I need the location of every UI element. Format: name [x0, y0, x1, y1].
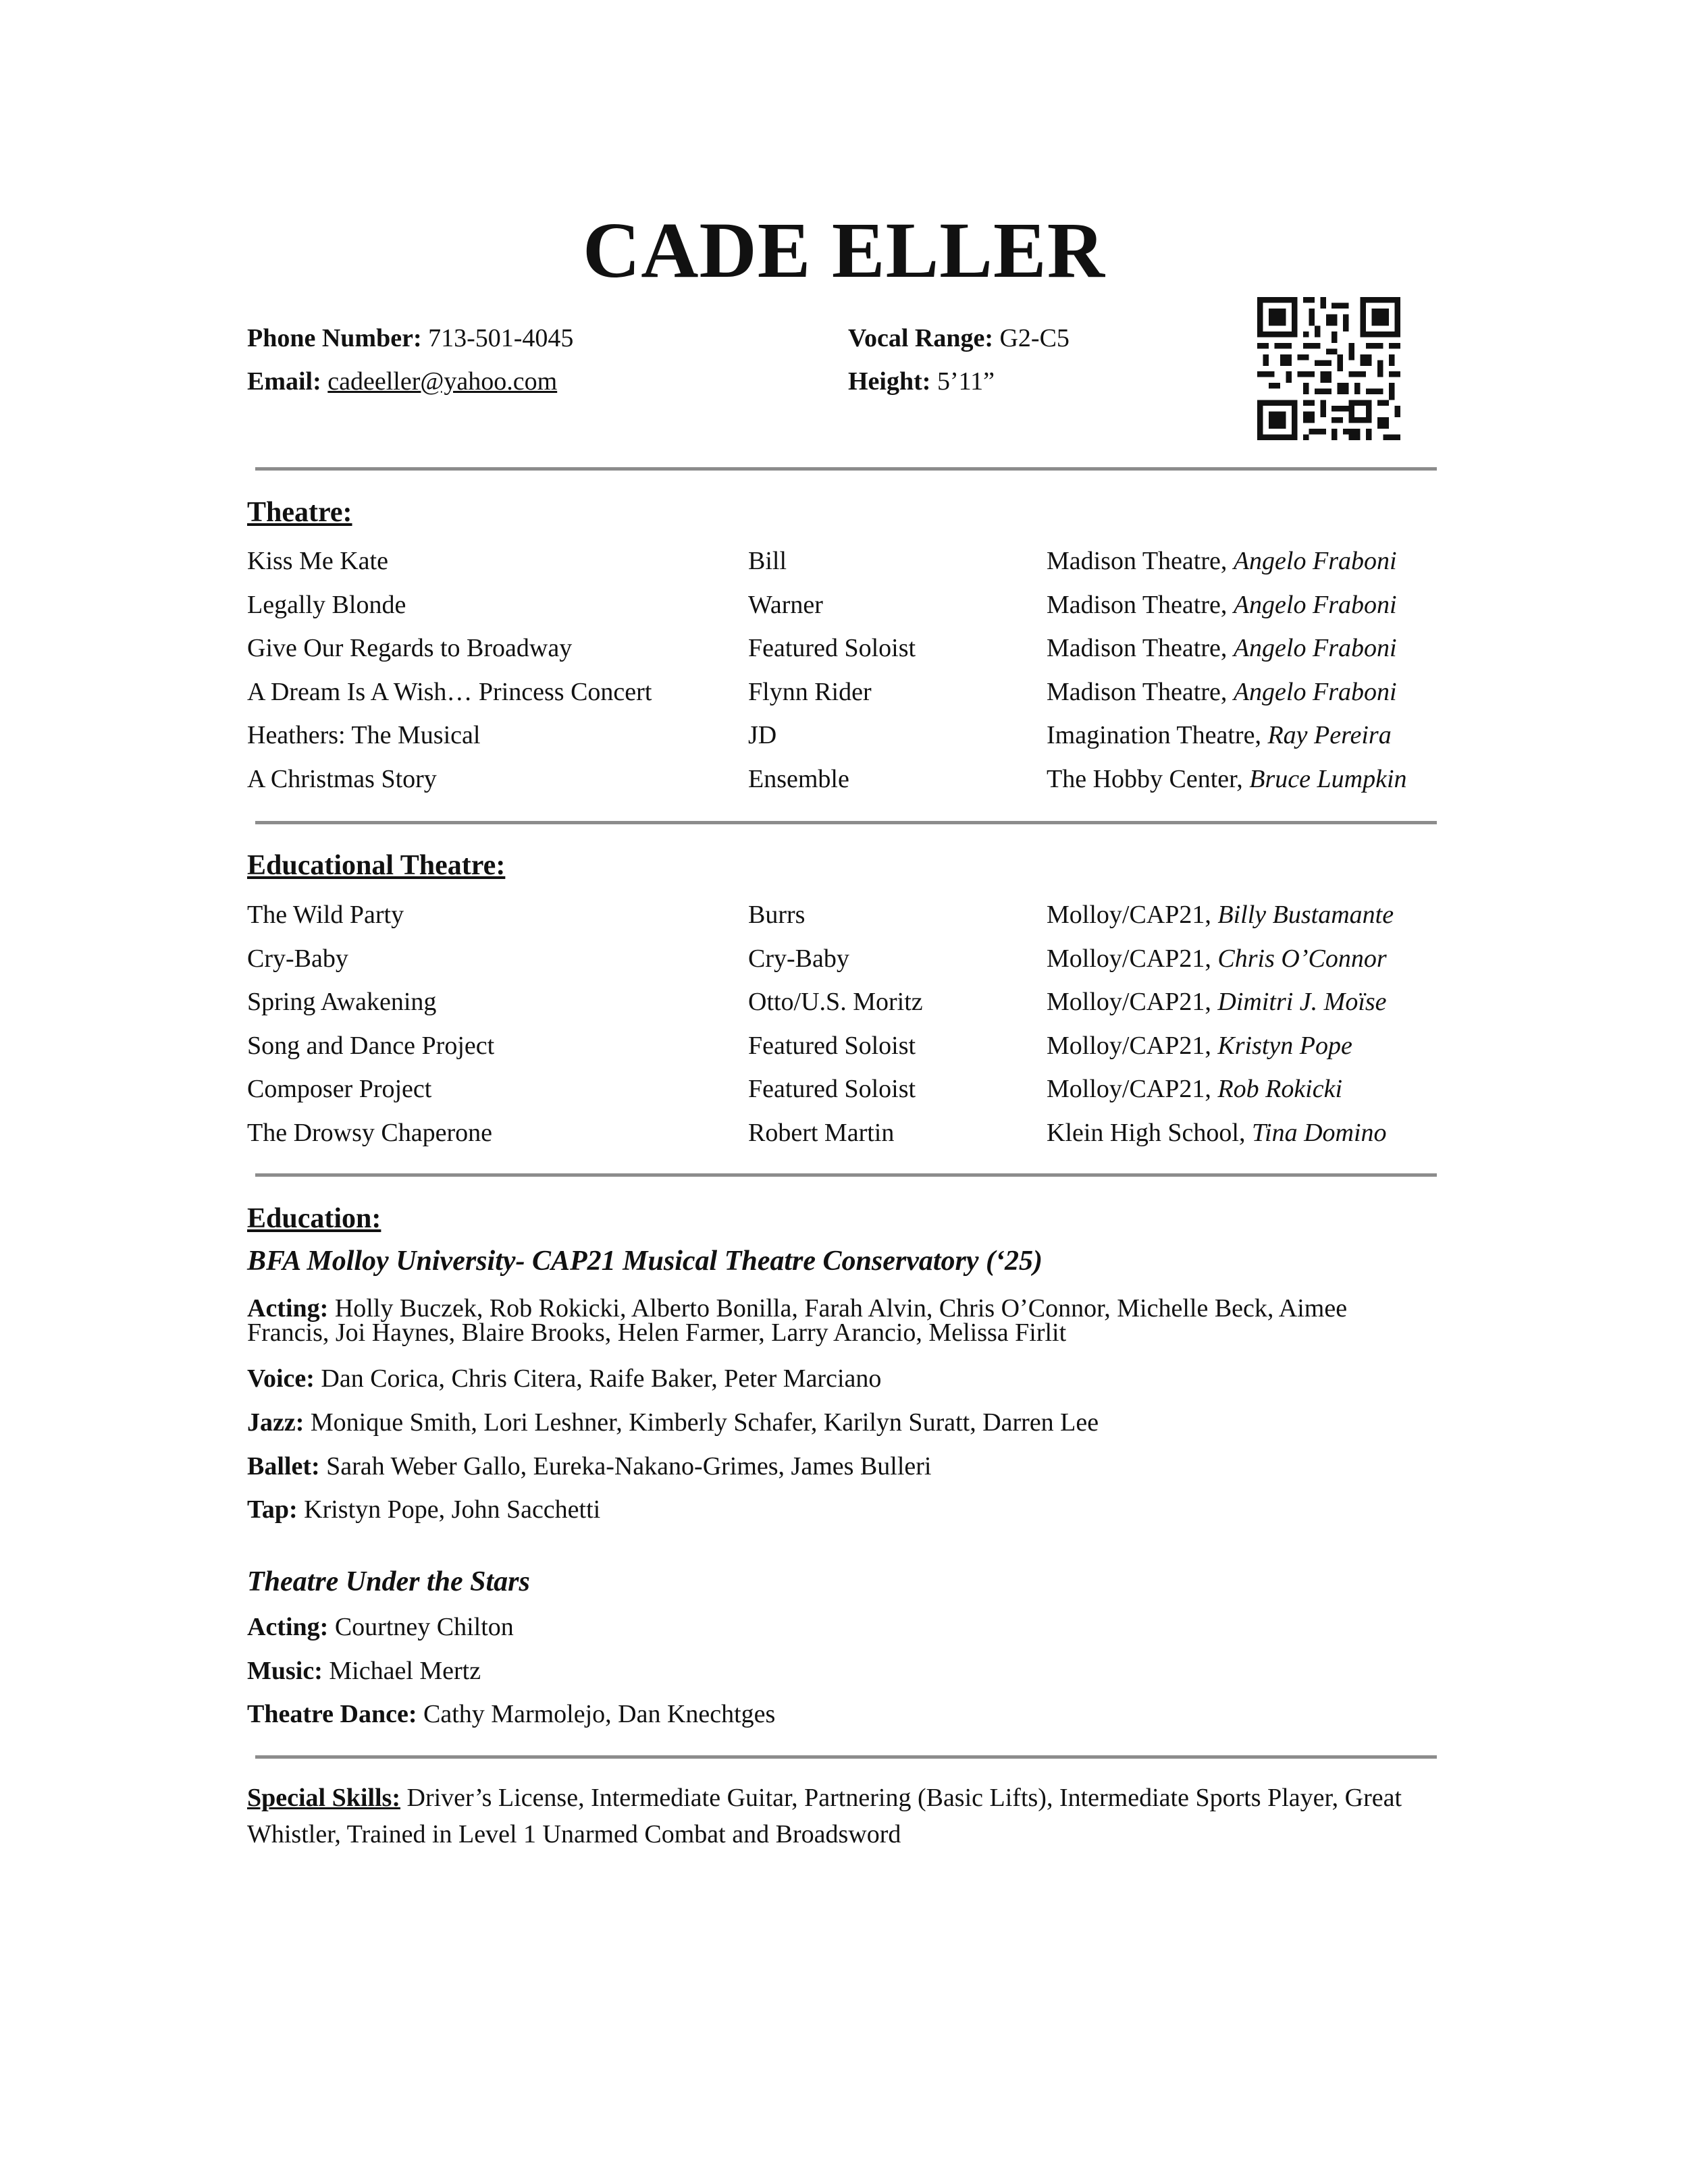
qr-code-icon — [1257, 297, 1400, 440]
phone-label: Phone Number: — [247, 324, 422, 352]
credit-venue: Molloy/CAP21, — [1047, 944, 1211, 973]
credit-director: Kristyn Pope — [1217, 1031, 1352, 1060]
training-label: Tap: — [247, 1495, 298, 1524]
credit-venue-director — [1047, 544, 1397, 578]
credit-row — [247, 544, 1462, 578]
credit-venue: Molloy/CAP21, — [1047, 1075, 1211, 1104]
divider — [255, 1173, 1437, 1177]
training-label: Music: — [247, 1657, 323, 1685]
divider — [255, 821, 1437, 824]
credit-role: Robert Martin — [748, 1119, 895, 1147]
page-title: CADE ELLER — [583, 206, 1105, 294]
credit-role: Flynn Rider — [748, 677, 872, 706]
email-link[interactable]: cadeeller@yahoo.com — [327, 367, 558, 396]
training-names: Cathy Marmolejo, Dan Knechtges — [423, 1700, 776, 1728]
credit-row — [247, 588, 1462, 622]
credit-director: Ray Pereira — [1267, 721, 1392, 750]
divider — [255, 467, 1437, 471]
credit-role: Bill — [748, 547, 787, 575]
training-music — [247, 1657, 1442, 1684]
credit-venue: Molloy/CAP21, — [1047, 901, 1211, 929]
credit-show: Cry-Baby — [247, 944, 348, 973]
credit-show: Song and Dance Project — [247, 1031, 495, 1060]
credit-row — [247, 675, 1462, 709]
theatre-heading: Theatre: — [247, 497, 352, 528]
credit-show: Give Our Regards to Broadway — [247, 634, 573, 663]
credit-director: Billy Bustamante — [1217, 901, 1394, 929]
training-label: Voice: — [247, 1364, 315, 1393]
credit-director: Dimitri J. Moïse — [1217, 988, 1387, 1017]
credit-venue-director — [1047, 1029, 1352, 1063]
vocal-range-label: Vocal Range: — [848, 324, 993, 352]
phone-value: 713-501-4045 — [428, 324, 574, 352]
training-acting — [247, 1295, 1442, 1322]
credit-director: Bruce Lumpkin — [1249, 765, 1407, 793]
credit-role: Featured Soloist — [748, 1075, 916, 1104]
educational-theatre-heading: Educational Theatre: — [247, 850, 506, 881]
credit-role: Featured Soloist — [748, 634, 916, 663]
special-skills-text: Driver’s License, Intermediate Guitar, Partnering (Basic Lifts), Intermediate Sports Player, Great Whistler, Trained in Level 1 Unarmed Combat and Broadsword — [247, 1784, 1402, 1848]
credit-director: Angelo Fraboni — [1233, 634, 1397, 663]
credit-show: Spring Awakening — [247, 988, 437, 1017]
training-ballet — [247, 1453, 1442, 1480]
credit-role: JD — [748, 721, 777, 750]
credit-venue-director — [1047, 942, 1387, 976]
credit-venue-director — [1047, 1116, 1387, 1150]
credit-director: Chris O’Connor — [1217, 944, 1387, 973]
credit-role: Warner — [748, 590, 823, 619]
email-line — [247, 366, 557, 397]
training-theatre-dance — [247, 1701, 1442, 1728]
credit-venue: Madison Theatre, — [1047, 547, 1228, 575]
training-label: Acting: — [247, 1613, 329, 1641]
credit-venue: Klein High School, — [1047, 1119, 1246, 1147]
credit-row — [247, 985, 1462, 1019]
credit-row — [247, 942, 1462, 976]
credit-row — [247, 1116, 1462, 1150]
credit-show: Composer Project — [247, 1075, 432, 1104]
credit-venue: Madison Theatre, — [1047, 634, 1228, 663]
credit-show: The Wild Party — [247, 901, 404, 929]
credit-show: A Christmas Story — [247, 765, 437, 793]
training-names: Monique Smith, Lori Leshner, Kimberly Schafer, Karilyn Suratt, Darren Lee — [310, 1408, 1099, 1437]
credit-show: Kiss Me Kate — [247, 547, 388, 575]
training-names: Kristyn Pope, John Sacchetti — [304, 1495, 601, 1524]
credit-venue-director — [1047, 985, 1387, 1019]
training-names: Courtney Chilton — [334, 1613, 514, 1641]
credit-show: The Drowsy Chaperone — [247, 1119, 493, 1147]
training-names: Michael Mertz — [329, 1657, 481, 1685]
training-label: Ballet: — [247, 1452, 320, 1481]
credit-show: Heathers: The Musical — [247, 721, 481, 750]
credit-row — [247, 1029, 1462, 1063]
credit-role: Otto/U.S. Moritz — [748, 988, 923, 1017]
training-names: Dan Corica, Chris Citera, Raife Baker, Peter Marciano — [321, 1364, 882, 1393]
credit-venue-director — [1047, 675, 1397, 709]
credit-venue-director — [1047, 1072, 1342, 1106]
special-skills — [247, 1780, 1449, 1853]
special-skills-label: Special Skills: — [247, 1784, 400, 1812]
credit-row — [247, 718, 1462, 752]
credit-director: Angelo Fraboni — [1233, 547, 1397, 575]
education-heading: Education: — [247, 1203, 381, 1234]
credit-venue: Madison Theatre, — [1047, 590, 1228, 619]
credit-director: Angelo Fraboni — [1233, 590, 1397, 619]
training-acting-continued — [247, 1319, 1442, 1346]
training-label: Acting: — [247, 1294, 329, 1323]
credit-row — [247, 762, 1462, 796]
credit-venue-director — [1047, 762, 1407, 796]
credit-role: Cry-Baby — [748, 944, 849, 973]
training-label: Theatre Dance: — [247, 1700, 417, 1728]
credit-venue: The Hobby Center, — [1047, 765, 1243, 793]
vocal-range-value: G2-C5 — [999, 324, 1070, 352]
credit-venue-director — [1047, 588, 1397, 622]
credit-venue-director — [1047, 718, 1392, 752]
credit-director: Tina Domino — [1251, 1119, 1387, 1147]
credit-venue: Madison Theatre, — [1047, 677, 1228, 706]
training-voice — [247, 1365, 1442, 1392]
training-label: Jazz: — [247, 1408, 305, 1437]
credit-director: Rob Rokicki — [1217, 1075, 1343, 1104]
height-line — [848, 366, 995, 397]
divider — [255, 1755, 1437, 1759]
credit-director: Angelo Fraboni — [1233, 677, 1397, 706]
credit-venue: Molloy/CAP21, — [1047, 1031, 1211, 1060]
credit-row — [247, 631, 1462, 665]
training-jazz — [247, 1409, 1442, 1436]
phone-line — [247, 323, 573, 354]
vocal-range-line — [848, 323, 1070, 354]
credit-show: A Dream Is A Wish… Princess Concert — [247, 677, 652, 706]
credit-venue: Molloy/CAP21, — [1047, 988, 1211, 1017]
credit-show: Legally Blonde — [247, 590, 406, 619]
training-names: Sarah Weber Gallo, Eureka-Nakano-Grimes, James Bulleri — [326, 1452, 932, 1481]
training-tap — [247, 1496, 1442, 1523]
credit-role: Featured Soloist — [748, 1031, 916, 1060]
training-acting — [247, 1614, 1442, 1641]
credit-row — [247, 898, 1462, 932]
credit-venue-director — [1047, 631, 1397, 665]
height-label: Height: — [848, 367, 931, 396]
credit-role: Ensemble — [748, 765, 849, 793]
school-title: Theatre Under the Stars — [247, 1566, 530, 1597]
training-names: Holly Buczek, Rob Rokicki, Alberto Bonilla, Farah Alvin, Chris O’Connor, Michelle Beck, Aimee — [334, 1294, 1348, 1323]
height-value: 5’11” — [937, 367, 995, 396]
training-names: Francis, Joi Haynes, Blaire Brooks, Helen Farmer, Larry Arancio, Melissa Firlit — [247, 1319, 1067, 1347]
school-title: BFA Molloy University- CAP21 Musical Theatre Conservatory (‘25) — [247, 1246, 1043, 1277]
credit-venue-director — [1047, 898, 1394, 932]
email-label: Email: — [247, 367, 321, 396]
credit-row — [247, 1072, 1462, 1106]
credit-role: Burrs — [748, 901, 806, 929]
credit-venue: Imagination Theatre, — [1047, 721, 1261, 750]
